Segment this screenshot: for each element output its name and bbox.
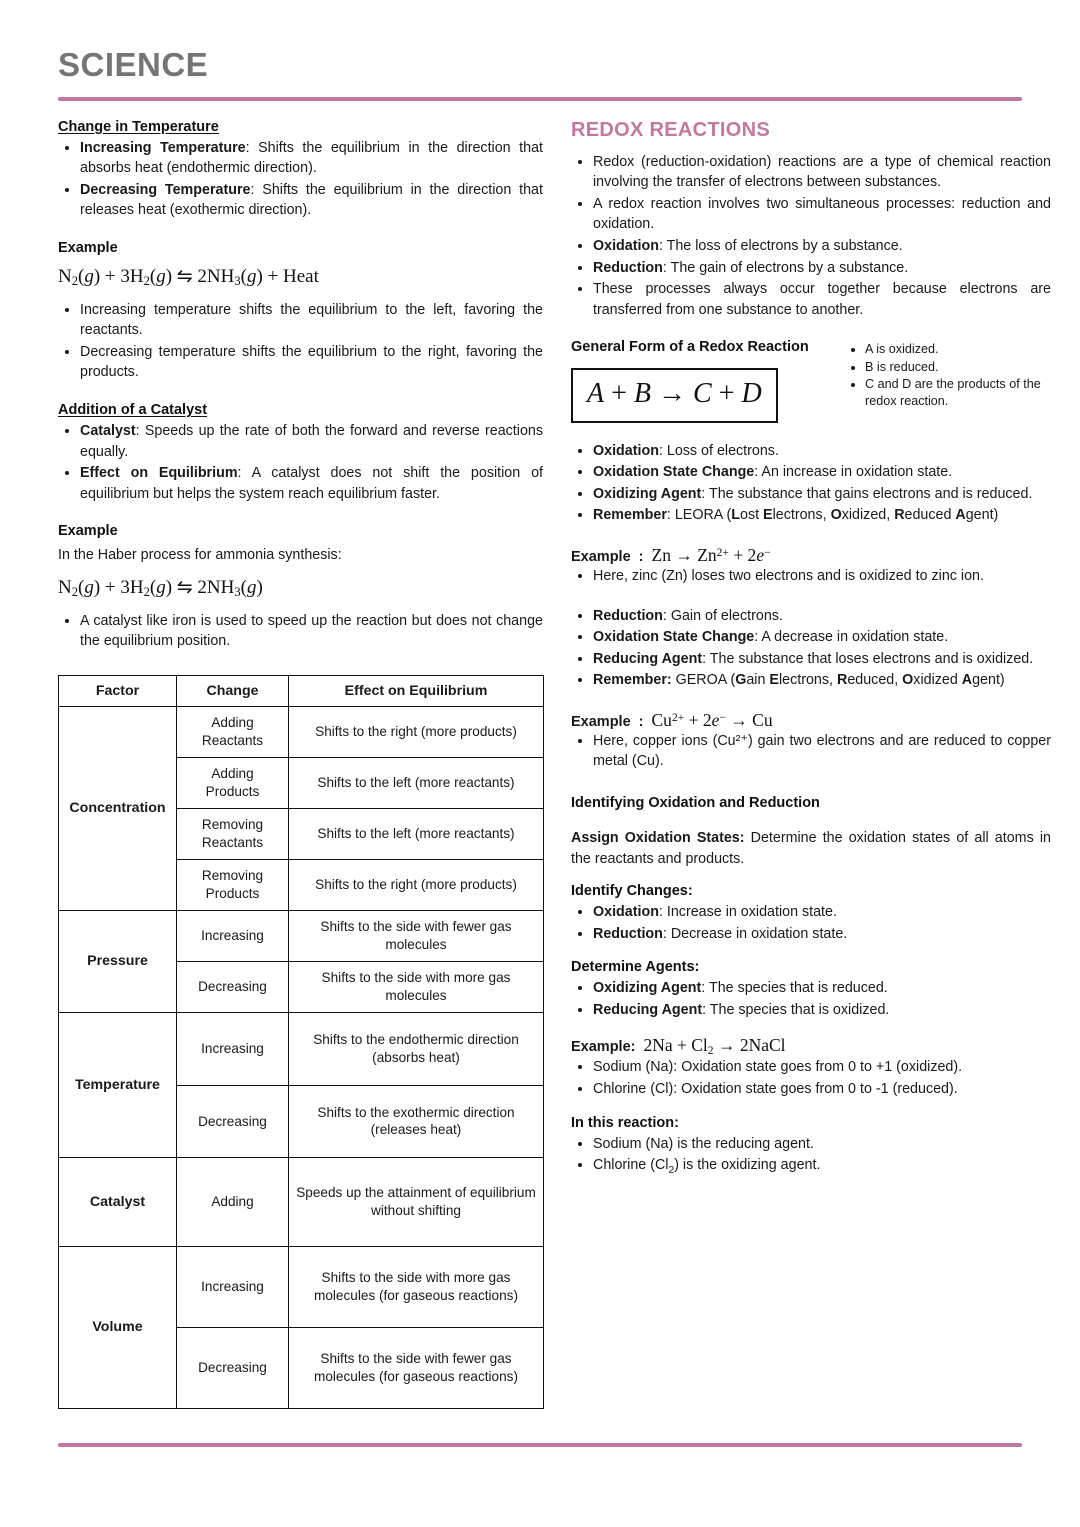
bullet-term: Remember:: [593, 672, 672, 689]
cell-effect: Shifts to the side with more gas molecules (for gaseous reactions): [289, 1247, 544, 1328]
list-item: [80, 180, 543, 221]
list-item: [593, 462, 1051, 483]
cell-change: Removing Products: [177, 860, 289, 911]
heading-general-form: General Form of a Redox Reaction: [571, 339, 809, 356]
example-colon: :: [638, 713, 644, 730]
list-item: [593, 649, 1051, 670]
list-item-geroa: [593, 670, 1051, 691]
example-nacl-line: [571, 1035, 1051, 1057]
cell-effect: Shifts to the exothermic direction (releases heat): [289, 1085, 544, 1158]
assign-text: Determine the oxidation states of all atoms in the reactants and products.: [571, 830, 1051, 867]
example-intro-text: In the Haber process for ammonia synthesis:: [58, 547, 342, 564]
bullet-text: A redox reaction involves two simultaneous processes: reduction and oxidation.: [593, 195, 1051, 233]
bullet-term: Oxidation: [593, 904, 659, 921]
list-item: [593, 484, 1051, 505]
catalyst-example-block: [58, 523, 543, 651]
geroa-initial: E: [769, 672, 779, 689]
bullet-term: Reducing Agent: [593, 650, 703, 667]
list-item: • Sodium (Na) is the reducing agent.: [593, 1134, 1051, 1155]
list-item: [593, 441, 1051, 462]
cell-change: Adding Reactants: [177, 707, 289, 758]
page-title: SCIENCE: [58, 46, 209, 83]
heading-identifying-oxidation-reduction: Identifying Oxidation and Reduction: [571, 795, 820, 812]
identify-changes-bullets: [571, 902, 1051, 944]
list-item: [80, 138, 543, 179]
cell-change: Removing Reactants: [177, 809, 289, 860]
cell-effect: Shifts to the side with more gas molecules: [289, 961, 544, 1012]
section-title-redox-reactions: REDOX REACTIONS: [571, 118, 770, 141]
cell-effect: Shifts to the side with fewer gas molecules: [289, 910, 544, 961]
example-copper-block: [571, 710, 1051, 772]
example-zinc-bullets: [571, 566, 1051, 587]
cell-change: Adding: [177, 1158, 289, 1247]
example-copper-bullets: [571, 731, 1051, 772]
list-item: [593, 194, 1051, 235]
example-label: Example:: [571, 1039, 636, 1056]
geroa-prefix: GEROA (: [671, 672, 736, 689]
bullet-text: : Gain of electrons.: [662, 607, 783, 624]
example-colon: :: [638, 548, 644, 565]
equation-haber: $N_2(g) + 3H_2(g)$ ⇋ $2NH_3(g)$: [58, 576, 263, 599]
bullet-text: : Loss of electrons.: [658, 442, 779, 459]
cell-factor: Pressure: [59, 910, 177, 1012]
example-nacl-block: [571, 1035, 1051, 1099]
heading-determine-agents: Determine Agents:: [571, 959, 700, 976]
heading-example: Example: [58, 239, 118, 256]
cell-factor: Concentration: [59, 707, 177, 911]
bullet-text: : An increase in oxidation state.: [754, 464, 953, 481]
cell-change: Increasing: [177, 910, 289, 961]
cell-effect: Shifts to the right (more products): [289, 860, 544, 911]
bullet-text: These processes always occur together because electrons are transferred from one substance to another.: [593, 281, 1051, 318]
list-item: • Here, zinc (Zn) loses two electrons and is oxidized to zinc ion.: [593, 566, 1051, 587]
leora-text: ost: [740, 507, 764, 524]
list-item: [593, 924, 1051, 945]
cell-factor: Temperature: [59, 1012, 177, 1158]
bullet-term: Oxidizing Agent: [593, 485, 702, 502]
cell-change: Adding Products: [177, 758, 289, 809]
cell-effect: Shifts to the left (more reactants): [289, 758, 544, 809]
bullet-term: Reduction: [593, 607, 663, 624]
geroa-initial: O: [902, 672, 914, 689]
bullet-text: : The substance that loses electrons and is oxidized.: [702, 650, 1034, 667]
bullet-term: Reducing Agent: [593, 1001, 703, 1018]
bullet-text: : Increase in oxidation state.: [658, 904, 837, 921]
heading-identify-changes: Identify Changes:: [571, 883, 693, 900]
bullet-text: : A decrease in oxidation state.: [754, 629, 949, 646]
bullet-term: Decreasing Temperature: [80, 181, 251, 198]
bullet-text: : The species that is oxidized.: [702, 1001, 890, 1018]
leora-initial: E: [763, 507, 773, 524]
right-column: [571, 119, 1051, 1180]
column-header-change: Change: [177, 675, 289, 707]
assign-oxidation-states-paragraph: [571, 828, 1051, 869]
bullet-text: Redox (reduction-oxidation) reactions are a type of chemical reaction involving the transfer of electrons between substances.: [593, 153, 1051, 191]
list-item: • Here, copper ions (Cu²⁺) gain two electrons and are reduced to copper metal (Cu).: [593, 731, 1051, 772]
list-item: [593, 627, 1051, 648]
leora-initial: L: [731, 507, 740, 524]
list-item-leora: [593, 505, 1051, 526]
bullet-term: Increasing Temperature: [80, 139, 246, 156]
cell-change: Decreasing: [177, 1085, 289, 1158]
list-item: • Chlorine $(Cl_2)$ is the oxidizing agent.: [593, 1155, 1051, 1179]
temperature-example-block: [58, 240, 543, 383]
table-row: [59, 1012, 544, 1085]
cell-change: Decreasing: [177, 1328, 289, 1409]
list-item: • A is oxidized.: [865, 341, 1051, 358]
cell-effect: Shifts to the right (more products): [289, 707, 544, 758]
cell-change: Decreasing: [177, 961, 289, 1012]
leora-initial: R: [894, 507, 905, 524]
cell-change: Increasing: [177, 1247, 289, 1328]
bullet-term: Oxidation State Change: [593, 464, 755, 481]
geroa-text: ain: [746, 672, 770, 689]
table-row: [59, 707, 544, 758]
list-item: [593, 978, 1051, 999]
heading-in-this-reaction: In this reaction:: [571, 1114, 679, 1131]
bullet-term: Reduction: [593, 925, 663, 942]
oxidation-bullets: [571, 441, 1051, 526]
bullet-text: : The species that is reduced.: [701, 980, 888, 997]
cell-factor: Volume: [59, 1247, 177, 1409]
temperature-bullets: [58, 138, 543, 221]
list-item: • B is reduced.: [865, 359, 1051, 376]
heading-addition-of-a-catalyst: Addition of a Catalyst: [58, 401, 208, 418]
heading-change-in-temperature: Change in Temperature: [58, 118, 219, 135]
leora-text: educed: [904, 507, 956, 524]
column-header-effect: Effect on Equilibrium: [289, 675, 544, 707]
change-in-temperature-section: [58, 119, 543, 221]
list-item: [593, 236, 1051, 257]
in-this-reaction-bullets: [571, 1134, 1051, 1179]
temperature-example-bullets: [58, 300, 543, 383]
bullet-term: Effect on Equilibrium: [80, 465, 238, 482]
table-row: [59, 910, 544, 961]
equation-copper-reduction: $Cu^{2+} + 2e^- \to Cu$: [651, 709, 773, 730]
list-item: • Increasing temperature shifts the equilibrium to the left, favoring the reactants.: [80, 300, 543, 341]
geroa-initial: R: [836, 672, 848, 689]
cell-effect: Shifts to the endothermic direction (absorbs heat): [289, 1012, 544, 1085]
table-header-row: [59, 675, 544, 707]
bullet-text: : A catalyst does not shift the position of equilibrium but helps the system reach equilibrium faster.: [80, 465, 543, 502]
geroa-text: educed,: [847, 672, 903, 689]
list-item: [593, 902, 1051, 923]
bullet-term: Oxidizing Agent: [593, 980, 702, 997]
equation-general-redox: A + B → C + D: [587, 378, 762, 410]
table-row: [59, 1158, 544, 1247]
equation-haber-with-heat: $N_2(g) + 3H_2(g)$ ⇋ $2NH_3(g)$ + Heat: [58, 265, 319, 289]
bullet-term: Oxidation State Change: [593, 629, 755, 646]
geroa-text: lectrons,: [778, 672, 837, 689]
column-header-factor: Factor: [59, 675, 177, 707]
determine-agents-bullets: [571, 978, 1051, 1020]
list-item: [80, 463, 543, 504]
leora-prefix: : LEORA (: [666, 507, 732, 524]
leora-text: gent): [965, 507, 999, 524]
bullet-text: : Shifts the equilibrium in the direction that absorbs heat (endothermic direction).: [80, 139, 544, 177]
list-item: • Sodium (Na): Oxidation state goes from 0 to +1 (oxidized).: [593, 1057, 1051, 1078]
catalyst-bullets: [58, 421, 543, 504]
redox-intro-bullets: [571, 152, 1051, 321]
assign-term: Assign Oxidation States:: [571, 830, 745, 847]
geroa-text: gent): [972, 672, 1005, 689]
list-item: • A catalyst like iron is used to speed up the reaction but does not change the equilibrium position.: [80, 611, 543, 652]
bullet-text: : Decrease in oxidation state.: [662, 925, 848, 942]
example-zinc-line: [571, 545, 1051, 566]
equilibrium-factors-table: [58, 675, 544, 1409]
bullet-term: Catalyst: [80, 422, 136, 439]
leora-text: xidized,: [841, 507, 895, 524]
table-row: [59, 1247, 544, 1328]
geroa-text: xidized: [913, 672, 962, 689]
bullet-text: : Shifts the equilibrium in the direction that releases heat (exothermic direction).: [80, 181, 543, 219]
example-nacl-bullets: [571, 1057, 1051, 1099]
bullet-term: Oxidation: [593, 237, 659, 254]
example-copper-line: [571, 710, 1051, 731]
list-item: [80, 421, 543, 462]
cell-effect: Shifts to the left (more reactants): [289, 809, 544, 860]
example-label: Example: [571, 548, 631, 565]
bullet-term: Reduction: [593, 259, 663, 276]
list-item: [593, 279, 1051, 320]
document-header: [0, 0, 1080, 101]
reduction-bullets: [571, 606, 1051, 691]
left-column: [58, 119, 543, 1409]
list-item: [593, 258, 1051, 279]
cell-effect: Speeds up the attainment of equilibrium without shifting: [289, 1158, 544, 1247]
example-label: Example: [571, 713, 631, 730]
geroa-initial: G: [735, 672, 747, 689]
catalyst-example-bullets: [58, 611, 543, 652]
addition-of-catalyst-section: [58, 402, 543, 504]
list-item: [593, 1000, 1051, 1021]
heading-example: Example: [58, 523, 118, 540]
equation-sodium-chlorine: $2Na + Cl_2$ → 2NaCl: [643, 1035, 786, 1058]
bullet-text: : The gain of electrons by a substance.: [662, 259, 909, 276]
footer-divider: [58, 1443, 1022, 1447]
equation-zinc-oxidation: $Zn \to Zn^{2+} + 2e^-$: [651, 544, 771, 565]
cell-change: Increasing: [177, 1012, 289, 1085]
bullet-text: : Speeds up the rate of both the forward and reverse reactions equally.: [80, 422, 543, 460]
leora-text: lectrons,: [772, 507, 831, 524]
list-item: [593, 152, 1051, 193]
two-column-body: [0, 101, 1080, 1409]
list-item: • C and D are the products of the redox reaction.: [865, 376, 1051, 411]
general-form-notes: [847, 341, 1051, 411]
cell-effect: Shifts to the side with fewer gas molecules (for gaseous reactions): [289, 1328, 544, 1409]
cell-factor: Catalyst: [59, 1158, 177, 1247]
bullet-text: : The substance that gains electrons and is reduced.: [701, 485, 1033, 502]
general-form-formula-box: [571, 368, 778, 422]
leora-initial: A: [955, 507, 966, 524]
bullet-term: Oxidation: [593, 442, 659, 459]
example-zinc-block: [571, 545, 1051, 587]
leora-initial: O: [830, 507, 842, 524]
list-item: • Decreasing temperature shifts the equilibrium to the right, favoring the products.: [80, 342, 543, 383]
general-form-block: [571, 339, 1051, 422]
geroa-initial: A: [961, 672, 973, 689]
bullet-text: : The loss of electrons by a substance.: [658, 237, 903, 254]
list-item: • Chlorine (Cl): Oxidation state goes from 0 to -1 (reduced).: [593, 1079, 1051, 1100]
bullet-term: Remember: [593, 507, 667, 524]
list-item: [593, 606, 1051, 627]
